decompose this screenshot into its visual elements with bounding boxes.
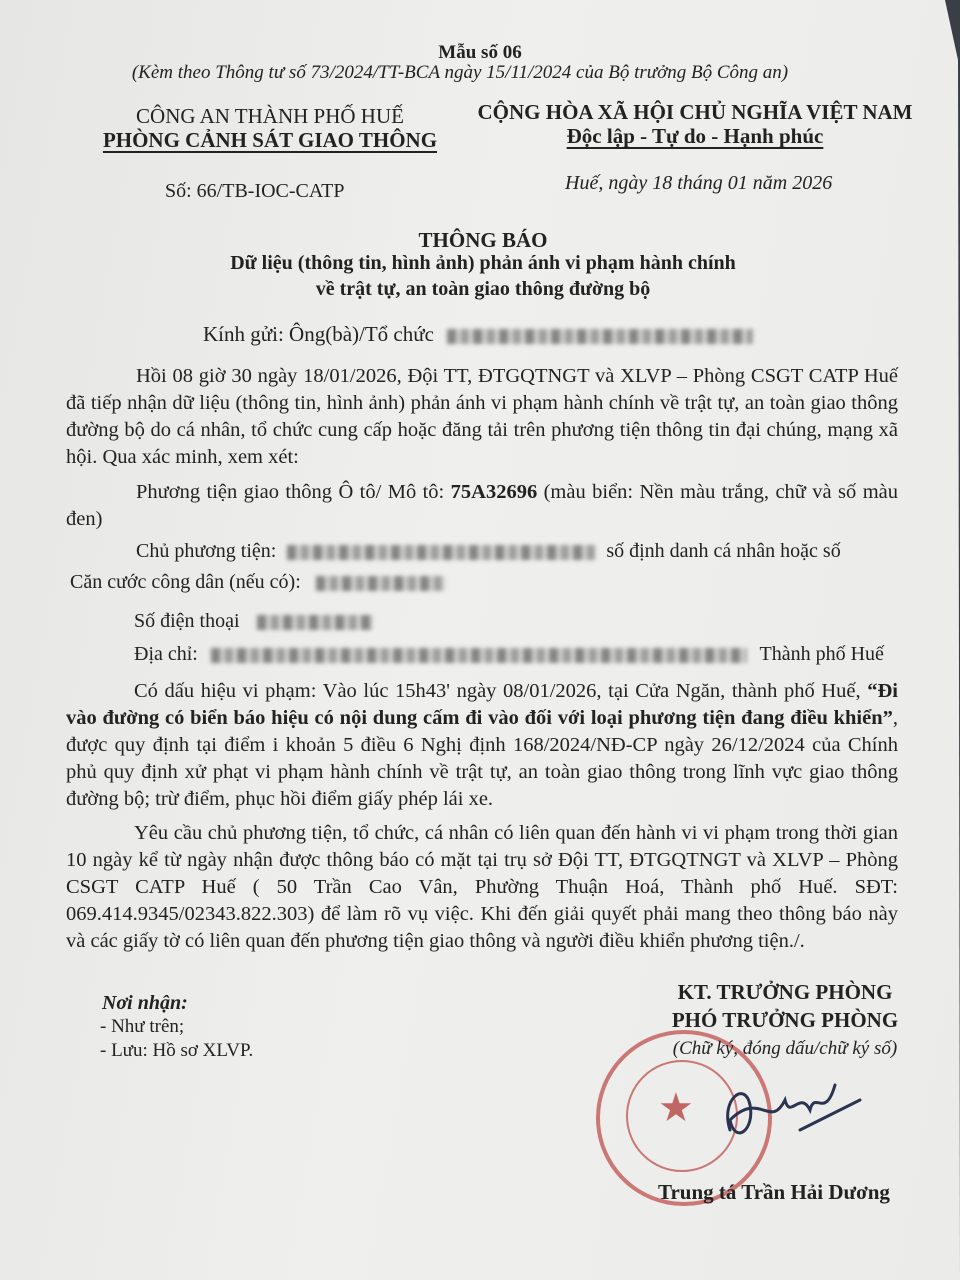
violation-description: “Đi vào đường có biển báo hiệu có nội dung cấm đi vào đối với loại phương tiện đang điều khiển” [66,680,898,729]
owner-label: Chủ phương tiện: [136,540,277,562]
form-reference: (Kèm theo Thông tư số 73/2024/TT-BCA ngày 15/11/2024 của Bộ trưởng Bộ Công an) [131,62,789,83]
signature-note: (Chữ ký, đóng dấu/chữ ký số) [672,1038,898,1059]
phone-line [134,610,373,633]
license-plate: 75A32696 [450,481,538,503]
notice-subtitle-1: Dữ liệu (thông tin, hình ảnh) phản ánh vi phạm hành chính [230,252,736,274]
violation-paragraph [66,678,898,813]
recipient-label: Kính gửi: Ông(bà)/Tổ chức [203,322,434,346]
address-label: Địa chỉ: [134,643,198,665]
signature-title-2: PHÓ TRƯỞNG PHÒNG [671,1008,899,1032]
address-line [134,643,884,666]
agency-department: PHÒNG CẢNH SÁT GIAO THÔNG [102,128,438,152]
signature-title-1: KT. TRƯỞNG PHÒNG [677,980,893,1004]
star-icon: ★ [658,1085,694,1130]
signer-name: Trung tá Trần Hải Dương [658,1180,890,1204]
id-label: Căn cước công dân (nếu có): [70,571,301,593]
document-number: Số: 66/TB-IOC-CATP [165,180,345,202]
notice-subtitle-2: về trật tự, an toàn giao thông đường bộ [315,278,651,300]
phone-label: Số điện thoại [134,610,240,632]
owner-line [136,540,841,563]
address-suffix: Thành phố Huế [759,643,884,665]
recipient-line [203,322,753,347]
owner-suffix: số định danh cá nhân hoặc số [606,540,841,562]
notice-title: THÔNG BÁO [418,228,548,252]
paragraph-intro: Hồi 08 giờ 30 ngày 18/01/2026, Đội TT, ĐTGQTNGT và XLVP – Phòng CSGT CATP Huế đã tiếp nhận dữ liệu (thông tin, hình ảnh) phản ánh vi phạm hành chính về trật tự, an toàn giao thông đường bộ do cá nhân, tổ chức cung cấp hoặc đăng tải trên phương tiện thông tin đại chúng, mạng xã hội. Qua xác minh, xem xét: [66,365,898,468]
redacted-address [211,648,747,663]
recipient-item: - Như trên; [100,1016,185,1037]
redacted-recipient [447,329,753,344]
vehicle-suffix: (màu biển: Nền màu trắng, chữ và số màu đen) [66,481,898,530]
form-number: Mẫu số 06 [438,42,522,63]
agency-name: CÔNG AN THÀNH PHỐ HUẾ [136,104,404,128]
handwritten-signature [700,1060,880,1160]
violation-suffix: , được quy định tại điểm i khoản 5 điều 6 Nghị định 168/2024/NĐ-CP ngày 26/12/2024 của Chính phủ quy định xử phạt vi phạm hành chính về trật tự, an toàn giao thông trong lĩnh vực giao thông đường bộ; trừ điểm, phục hồi điểm giấy phép lái xe. [66,707,898,810]
id-line [70,571,446,594]
recipients-label: Nơi nhận: [102,992,188,1014]
nation-title: CỘNG HÒA XÃ HỘI CHỦ NGHĨA VIỆT NAM [477,100,913,124]
request-paragraph: Yêu cầu chủ phương tiện, tổ chức, cá nhân có liên quan đến hành vi vi phạm trong thời gian 10 ngày kể từ ngày nhận được thông báo có mặt tại trụ sở Đội TT, ĐTGQTNGT và XLVP – Phòng CSGT CATP Huế ( 50 Trần Cao Vân, Phường Thuận Hoá, Thành phố Huế. SĐT: 069.414.9345/02343.822.303) để làm rõ vụ việc. Khi đến giải quyết phải mang theo thông báo này và các giấy tờ có liên quan đến phương tiện giao thông và người điều khiển phương tiện./. [66,822,898,952]
nation-motto: Độc lập - Tự do - Hạnh phúc [566,124,824,148]
vehicle-line [66,479,898,533]
place-date: Huế, ngày 18 tháng 01 năm 2026 [565,172,833,194]
redacted-owner [287,545,595,560]
vehicle-prefix: Phương tiện giao thông Ô tô/ Mô tô: [136,481,451,503]
violation-prefix: Có dấu hiệu vi phạm: Vào lúc 15h43' ngày 08/01/2026, tại Cửa Ngăn, thành phố Huế, [134,680,868,702]
redacted-id [316,576,446,591]
redacted-phone [257,615,373,630]
recipient-item: - Lưu: Hồ sơ XLVP. [100,1040,254,1061]
